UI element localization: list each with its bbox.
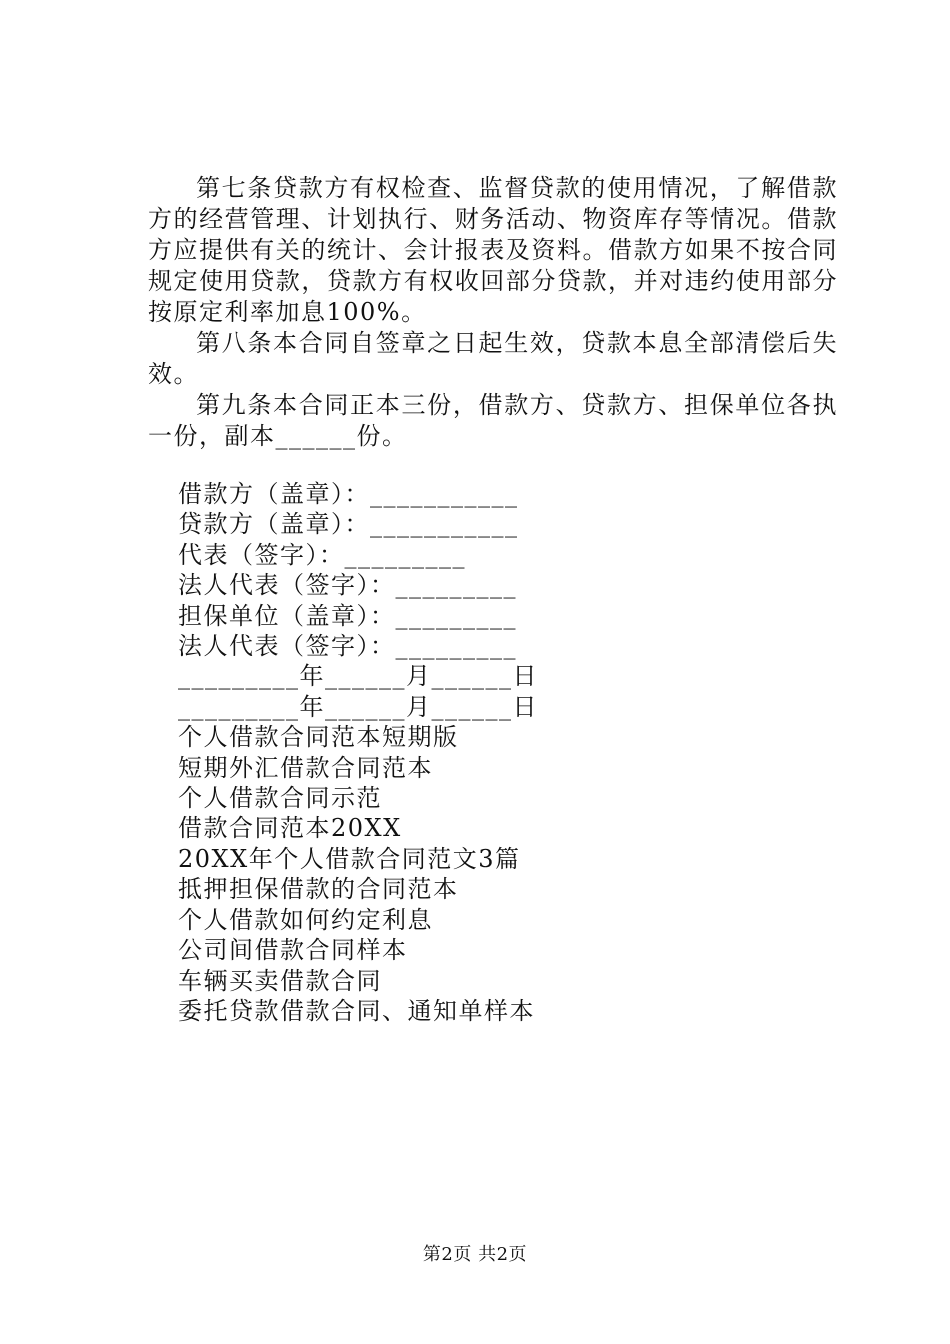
related-title-item: 公司间借款合同样本 (178, 936, 408, 965)
page-number-footer: 第2页 共2页 (422, 1244, 528, 1265)
related-title-item: 车辆买卖借款合同 (178, 966, 382, 995)
related-title-item: 委托贷款借款合同、通知单样本 (178, 996, 535, 1025)
related-title-item: 个人借款合同范本短期版 (178, 723, 459, 752)
legal-rep-signature-line: 法人代表（签字）：_________ (178, 571, 517, 600)
related-title-item: 个人借款如何约定利息 (178, 905, 433, 934)
related-title-item: 短期外汇借款合同范本 (178, 753, 433, 782)
related-title-item: 个人借款合同示范 (178, 784, 382, 813)
representative-signature-line: 代表（签字）：_________ (178, 540, 466, 569)
borrower-seal-line: 借款方（盖章）：___________ (178, 480, 519, 508)
date-line: _________年______月______日 (178, 662, 538, 691)
contract-body (148, 173, 838, 452)
lender-seal-line: 贷款方（盖章）：___________ (178, 510, 519, 539)
article-7-paragraph: 第七条贷款方有权检查、监督贷款的使用情况，了解借款方的经营管理、计划执行、财务活动、物资库存等情况。借款方应提供有关的统计、会计报表及资料。借款方如果不按合同规定使用贷款，贷款方有权收回部分贷款，并对违约使用部分按原定利率加息100%。 (148, 174, 838, 326)
related-title-item: 抵押担保借款的合同范本 (178, 875, 459, 904)
signature-and-links-block (178, 479, 818, 1026)
related-title-item: 借款合同范本20XX (178, 814, 402, 843)
related-title-item: 20XX年个人借款合同范文3篇 (178, 844, 521, 873)
guarantor-legal-rep-signature-line: 法人代表（签字）：_________ (178, 632, 517, 661)
article-9-paragraph: 第九条本合同正本三份，借款方、贷款方、担保单位各执一份，副本______份。 (148, 391, 838, 450)
guarantor-seal-line: 担保单位（盖章）：_________ (178, 601, 517, 630)
date-line: _________年______月______日 (178, 692, 538, 721)
article-8-paragraph: 第八条本合同自签章之日起生效，贷款本息全部清偿后失效。 (148, 329, 838, 388)
